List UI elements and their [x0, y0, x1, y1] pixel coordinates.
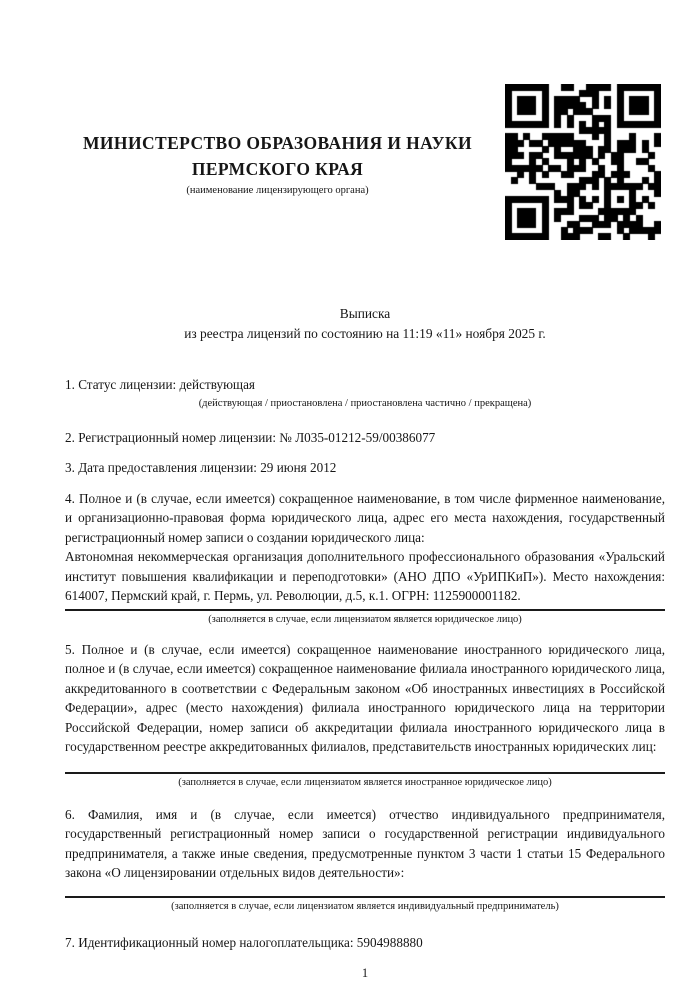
licensing-authority-header	[65, 0, 490, 198]
individual-entrepreneur-section	[65, 805, 665, 914]
document-title-line1: Выписка	[339, 306, 391, 321]
ministry-caption: (наименование лицензирующего органа)	[186, 185, 369, 196]
foreign-entity-caption: (заполняется в случае, если лицензиатом является иностранное юридическое лицо)	[178, 776, 552, 788]
legal-entity-section	[65, 489, 665, 627]
ministry-name-line1: МИНИСТЕРСТВО ОБРАЗОВАНИЯ И НАУКИ	[83, 133, 472, 153]
ministry-name-line2: ПЕРМСКОГО КРАЯ	[191, 159, 364, 179]
document-title	[65, 304, 665, 344]
license-grant-date: 3. Дата предоставления лицензии: 29 июня 2012	[65, 460, 337, 475]
license-status-caption: (действующая / приостановлена / приостановлена частично / прекращена)	[198, 397, 532, 409]
taxpayer-id: 7. Идентификационный номер налогоплательщика: 5904988880	[65, 934, 423, 950]
page-number: 1	[361, 966, 369, 980]
document-title-line2: из реестра лицензий по состоянию на 11:19 «11» ноября 2025 г.	[184, 326, 546, 341]
fill-line	[65, 609, 665, 611]
license-status: 1. Статус лицензии: действующая	[65, 377, 256, 392]
qr-code-icon	[505, 84, 661, 240]
foreign-entity-section	[65, 640, 665, 790]
ministry-name	[65, 130, 490, 182]
legal-entity-value: Автономная некоммерческая организация дополнительного профессионального образования «Уральский институт повышения квалификации и переподготовки» (АНО ДПО «УрИПКиП»). Место нахождения: 614007, Пермский край, г. Пермь, ул. Революции, д.5, к.1. ОГРН: 1125900001182.	[65, 549, 665, 603]
individual-entrepreneur-label: 6. Фамилия, имя и (в случае, если имеется) отчество индивидуального предпринимателя, государственный регистрационный номер записи о государственной регистрации индивидуального предпринимателя, а также иные сведения, предусмотренные пунктом 3 части 1 статьи 15 Федерального закона «О лицензировании отдельных видов деятельности»:	[65, 806, 665, 880]
license-registration-number: 2. Регистрационный номер лицензии: № Л035-01212-59/00386077	[65, 429, 436, 445]
legal-entity-caption: (заполняется в случае, если лицензиатом является юридическое лицо)	[208, 613, 522, 625]
individual-entrepreneur-caption: (заполняется в случае, если лицензиатом является индивидуальный предприниматель)	[171, 900, 559, 912]
foreign-entity-label: 5. Полное и (в случае, если имеется) сокращенное наименование иностранного юридического лица, полное и (в случае, если имеется) сокращенное наименование филиала иностранного юридического лица, аккредитованного в соответствии с Федеральным законом «Об иностранных инвестициях в Российской Федерации», адрес (место нахождения) филиала иностранного юридического лица на территории Российской Федерации, номер записи об аккредитации филиала иностранного юридического лица в государственном реестре аккредитованных филиалов, представительств иностранных юридических лиц:	[65, 641, 665, 754]
fill-line	[65, 896, 665, 898]
legal-entity-label: 4. Полное и (в случае, если имеется) сокращенное наименование, в том числе фирменное наименование, и организационно-правовая форма юридического лица, адрес его места нахождения, государственный регистрационный номер записи о создании юридического лица:	[65, 490, 665, 545]
fill-line	[65, 772, 665, 774]
